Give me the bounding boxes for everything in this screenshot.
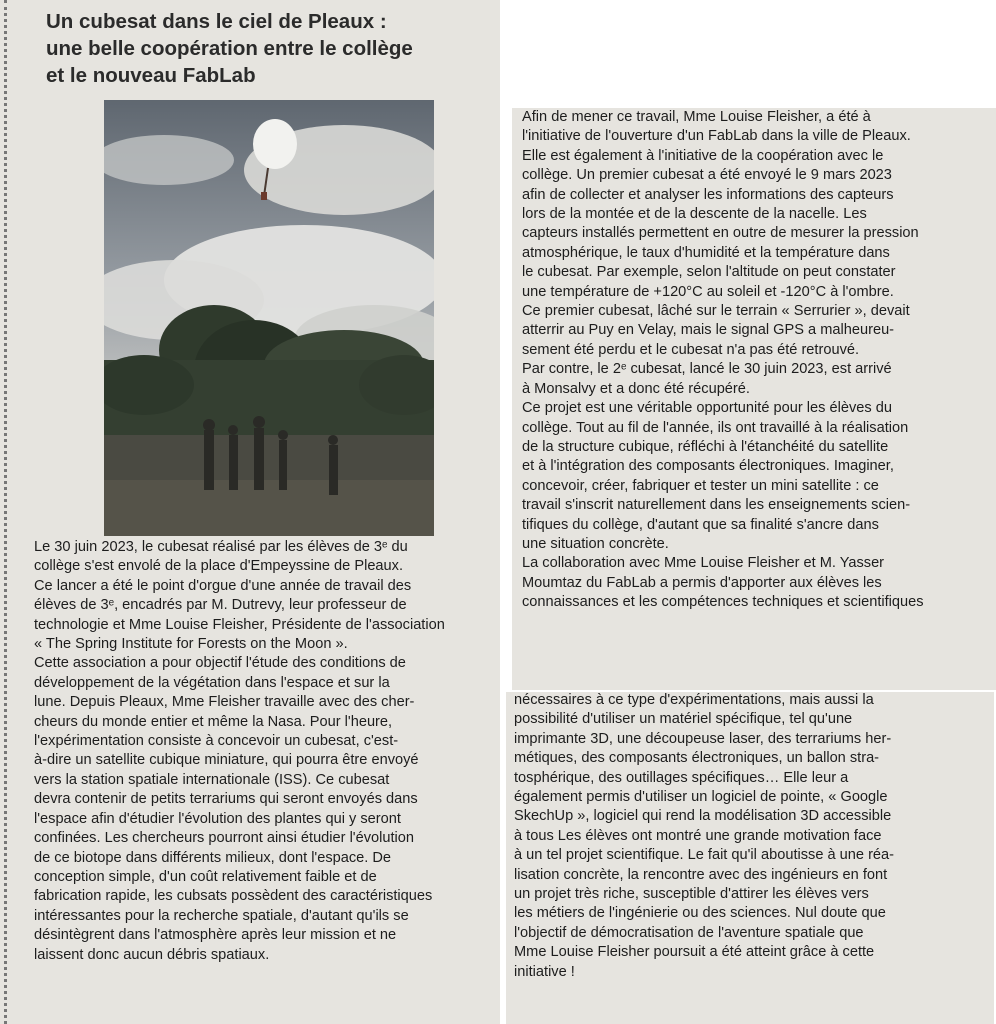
text-line: Par contre, le 2ᵉ cubesat, lancé le 30 juin 2023, est arrivé	[522, 361, 892, 378]
text-line: tosphérique, des outillages spécifiques… Elle leur a	[514, 769, 849, 786]
title-line: et le nouveau FabLab	[46, 64, 256, 87]
text-line: atterrir au Puy en Velay, mais le signal GPS a malheureu-	[522, 322, 895, 339]
text-line: Cette association a pour objectif l'étude des conditions de	[34, 655, 406, 672]
text-line: collège. Tout au fil de l'année, ils ont travaillé à la réalisation	[522, 419, 909, 436]
text-line: possibilité d'utiliser un matériel spécifique, tel qu'une	[514, 711, 853, 728]
text-line: Ce projet est une véritable opportunité pour les élèves du	[522, 400, 892, 417]
text-line: concevoir, créer, fabriquer et tester un mini satellite : ce	[522, 477, 879, 494]
text-line: le cubesat. Par exemple, selon l'altitude on peut constater	[522, 264, 896, 281]
text-line: une situation concrète.	[522, 535, 669, 552]
text-line: Ce premier cubesat, lâché sur le terrain « Serrurier », devait	[522, 303, 910, 320]
text-line: nécessaires à ce type d'expérimentations, mais aussi la	[514, 692, 874, 708]
text-line: de la structure cubique, réfléchi à l'étanchéité du satellite	[522, 438, 889, 455]
text-line: Le 30 juin 2023, le cubesat réalisé par les élèves de 3ᵉ du	[34, 539, 408, 555]
balloon-launch-photo	[104, 100, 434, 536]
text-line: Elle est également à l'initiative de la coopération avec le	[522, 147, 884, 164]
text-line: laissent donc aucun débris spatiaux.	[34, 946, 270, 963]
text-line: l'espace afin d'étudier l'évolution des plantes qui y seront	[34, 810, 401, 827]
text-line: et à l'intégration des composants électroniques. Imaginer,	[522, 458, 894, 475]
text-line: vers la station spatiale internationale (ISS). Ce cubesat	[34, 771, 390, 788]
text-line: désintègrent dans l'atmosphère après leur mission et ne	[34, 927, 397, 944]
text-line: métiques, des composants électroniques, un ballon stra-	[514, 750, 880, 767]
text-line: SkechUp », logiciel qui rend la modélisation 3D accessible	[514, 808, 892, 825]
text-line: l'expérimentation consiste à concevoir un cubesat, c'est-	[34, 733, 399, 750]
cut-line	[4, 0, 7, 1024]
text-line: lors de la montée et de la descente de la nacelle. Les	[522, 206, 867, 223]
title-line: une belle coopération entre le collège	[46, 37, 413, 60]
text-line: de ce biotope dans différents milieux, dont l'espace. De	[34, 849, 392, 866]
article-body-right-column-top	[522, 108, 992, 613]
text-line: développement de la végétation dans l'espace et sur la	[34, 674, 390, 691]
text-line: à-dire un satellite cubique miniature, qui pourra être envoyé	[34, 752, 419, 769]
text-line: sement été perdu et le cubesat n'a pas été retrouvé.	[522, 341, 860, 358]
text-line: à Monsalvy et a donc été récupéré.	[522, 380, 750, 397]
article-body-right-column-bottom	[514, 691, 992, 982]
text-line: à un tel projet scientifique. Le fait qu'il aboutisse à une réa-	[514, 847, 895, 864]
text-line: Mme Louise Fleisher poursuit a été atteint grâce à cette	[514, 944, 875, 961]
text-line: un projet très riche, susceptible d'attirer les élèves vers	[514, 886, 869, 903]
text-line: afin de collecter et analyser les informations des capteurs	[522, 186, 894, 203]
text-line: La collaboration avec Mme Louise Fleisher et M. Yasser	[522, 555, 885, 572]
text-line: capteurs installés permettent en outre de mesurer la pression	[522, 225, 919, 242]
text-line: lisation concrète, la rencontre avec des ingénieurs en font	[514, 866, 888, 883]
text-line: Ce lancer a été le point d'orgue d'une année de travail des	[34, 577, 412, 594]
text-line: atmosphérique, le taux d'humidité et la température dans	[522, 244, 890, 261]
text-line: Moumtaz du FabLab a permis d'apporter aux élèves les	[522, 574, 882, 591]
text-line: l'initiative de l'ouverture d'un FabLab dans la ville de Pleaux.	[522, 128, 911, 145]
text-line: à tous Les élèves ont montré une grande motivation face	[514, 827, 882, 844]
text-line: connaissances et les compétences techniques et scientifiques	[522, 594, 924, 611]
title-line: Un cubesat dans le ciel de Pleaux :	[46, 10, 387, 33]
text-line: collège s'est envolé de la place d'Empeyssine de Pleaux.	[34, 558, 404, 575]
text-line: les métiers de l'ingénierie ou des sciences. Nul doute que	[514, 905, 886, 922]
text-line: « The Spring Institute for Forests on the Moon ».	[34, 636, 348, 653]
text-line: lune. Depuis Pleaux, Mme Fleisher travaille avec des cher-	[34, 694, 415, 711]
text-line: élèves de 3ᵉ, encadrés par M. Dutrevy, leur professeur de	[34, 597, 407, 614]
text-line: intéressantes pour la recherche spatiale, d'autant qu'ils se	[34, 907, 409, 924]
text-line: cheurs du monde entier et même la Nasa. Pour l'heure,	[34, 713, 393, 730]
text-line: initiative !	[514, 963, 575, 980]
text-line: imprimante 3D, une découpeuse laser, des terrariums her-	[514, 730, 892, 747]
text-line: Afin de mener ce travail, Mme Louise Fleisher, a été à	[522, 109, 871, 125]
text-line: collège. Un premier cubesat a été envoyé le 9 mars 2023	[522, 167, 892, 184]
article-body-left-column	[34, 538, 496, 965]
text-line: l'objectif de démocratisation de l'aventure spatiale que	[514, 924, 864, 941]
text-line: tifiques du collège, d'autant que sa finalité s'ancre dans	[522, 516, 879, 533]
text-line: conception simple, d'un coût relativement faible et de	[34, 868, 377, 885]
text-line: également permis d'utiliser un logiciel de pointe, « Google	[514, 789, 888, 806]
article-title	[46, 8, 486, 89]
text-line: confinées. Les chercheurs pourront ainsi étudier l'évolution	[34, 830, 415, 847]
text-line: technologie et Mme Louise Fleisher, Présidente de l'association	[34, 616, 445, 633]
text-line: devra contenir de petits terrariums qui seront envoyés dans	[34, 791, 418, 808]
text-line: travail s'inscrit naturellement dans les enseignements scien-	[522, 497, 911, 514]
text-line: fabrication rapide, les cubsats possèdent des caractéristiques	[34, 888, 433, 905]
text-line: une température de +120°C au soleil et -120°C à l'ombre.	[522, 283, 894, 300]
